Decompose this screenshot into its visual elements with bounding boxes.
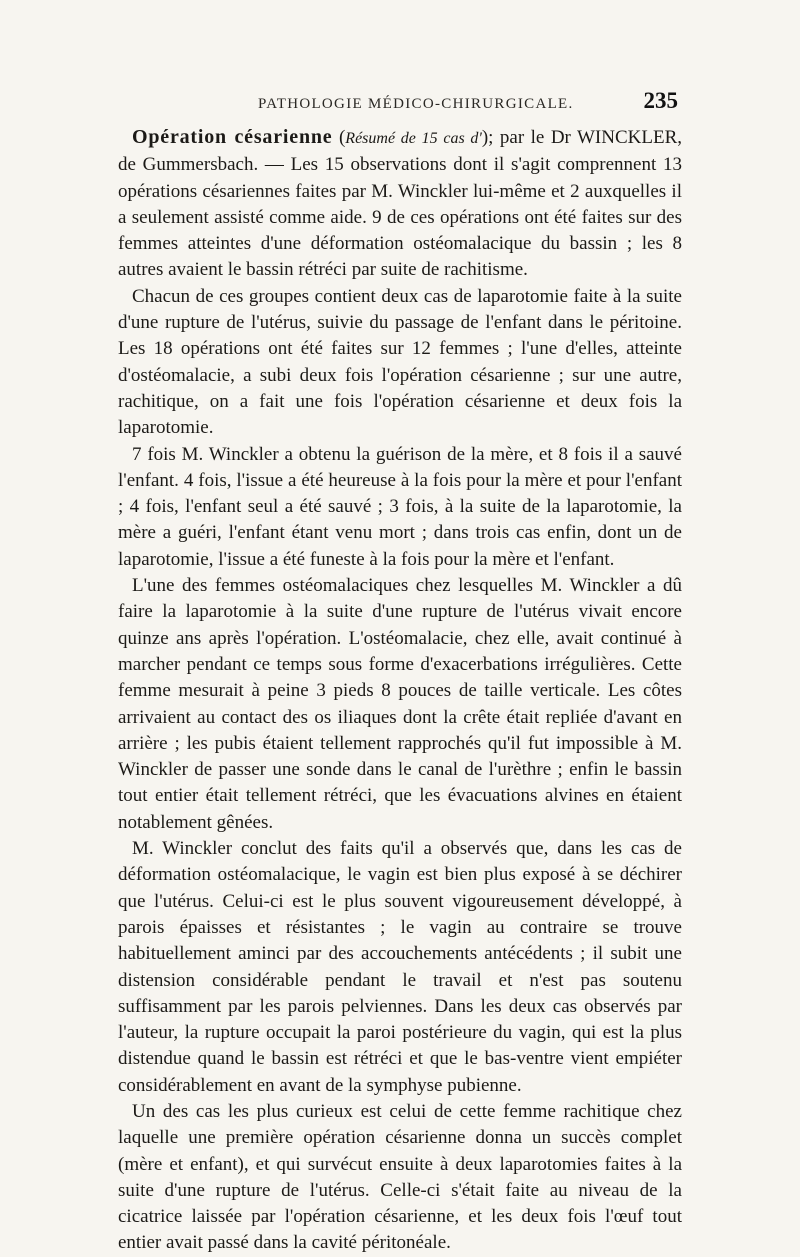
paragraph: M. Winckler conclut des faits qu'il a observés que, dans les cas de déformation ostéomalacique, le vagin est bien plus exposé à se déchirer que l'utérus. Celui-ci est le plus souvent vigoureusement développé, à parois épaisses et résistantes ; le vagin au contraire se trouve habituellement aminci par des accouchements antécédents ; il subit une distension considérable pendant le travail et n'est pas soutenu suffisamment par les parois pelviennes. Dans les deux cas observés par l'auteur, la rupture occupait la paroi postérieure du vagin, qui est la plus distendue quand le bassin est rétréci et que le bas-ventre vient empiéter considérablement en avant de la symphyse pubienne.: [118, 838, 682, 1096]
paragraph: Chacun de ces groupes contient deux cas de laparotomie faite à la suite d'une rupture de l'utérus, suivie du passage de l'enfant dans le péritoine. Les 18 opérations ont été faites sur 12 femmes ; l'une d'elles, atteinte d'ostéomalacie, a subi deux fois l'opération césarienne ; sur une autre, rachitique, on a fait une fois l'opération césarienne et deux fois la laparotomie.: [118, 285, 682, 439]
running-title: PATHOLOGIE MÉDICO-CHIRURGICALE.: [258, 96, 574, 112]
paragraph: Un des cas les plus curieux est celui de cette femme rachitique chez laquelle une première opération césarienne donna un succès complet (mère et enfant), et qui survécut ensuite à deux laparotomies faites à la suite d'une rupture de l'utérus. Celle-ci s'était faite au niveau de la cicatrice laissée par l'opération césarienne, et les deux fois l'œuf tout entier avait passé dans la cavité péritonéale.: [118, 1100, 682, 1254]
note-open: (: [332, 127, 346, 148]
paragraph: L'une des femmes ostéomalaciques chez lesquelles M. Winckler a dû faire la laparotomie à la suite d'une rupture de l'utérus vivait encore quinze ans après l'opération. L'ostéomalacie, chez elle, avait continué à marcher pendant ce temps sous forme d'exacerbations irrégulières. Cette femme mesurait à peine 3 pieds 8 pouces de taille verticale. Les côtes arrivaient au contact des os iliaques dont la crête était repliée d'avant en arrière ; les pubis étaient tellement rapprochés qu'il fut impossible à M. Winckler de passer une sonde dans le canal de l'urèthre ; enfin le bassin tout entier était tellement rétréci, que les évacuations alvines en étaient notablement gênées.: [118, 575, 682, 833]
paragraph: 7 fois M. Winckler a obtenu la guérison de la mère, et 8 fois il a sauvé l'enfant. 4 fois, l'issue a été heureuse à la fois pour la mère et pour l'enfant ; 4 fois, l'enfant seul a été sauvé ; 3 fois, à la suite de la laparotomie, la mère a guéri, l'enfant étant venu mort ; dans trois cas enfin, dont un de laparotomie, l'issue a été funeste à la fois pour la mère et l'enfant.: [118, 443, 682, 570]
section-title: Opération césarienne: [132, 126, 333, 148]
summary-note: Résumé de 15 cas d': [345, 130, 482, 147]
paragraph-intro: [118, 124, 682, 284]
page-number: 235: [643, 88, 678, 113]
running-header: [258, 88, 678, 124]
article-body: [118, 124, 682, 1257]
intro-text: ); par le Dr WINCKLER, de Gummersbach. — Les 15 observations dont il s'agit comprennent 13 opérations césariennes faites par M. Winckler lui-même et 2 auxquelles il a seulement assisté comme aide. 9 de ces opérations ont été faites sur des femmes atteintes d'une déformation ostéomalacique du bassin ; les 8 autres avaient le bassin rétréci par suite de rachitisme.: [118, 127, 683, 281]
